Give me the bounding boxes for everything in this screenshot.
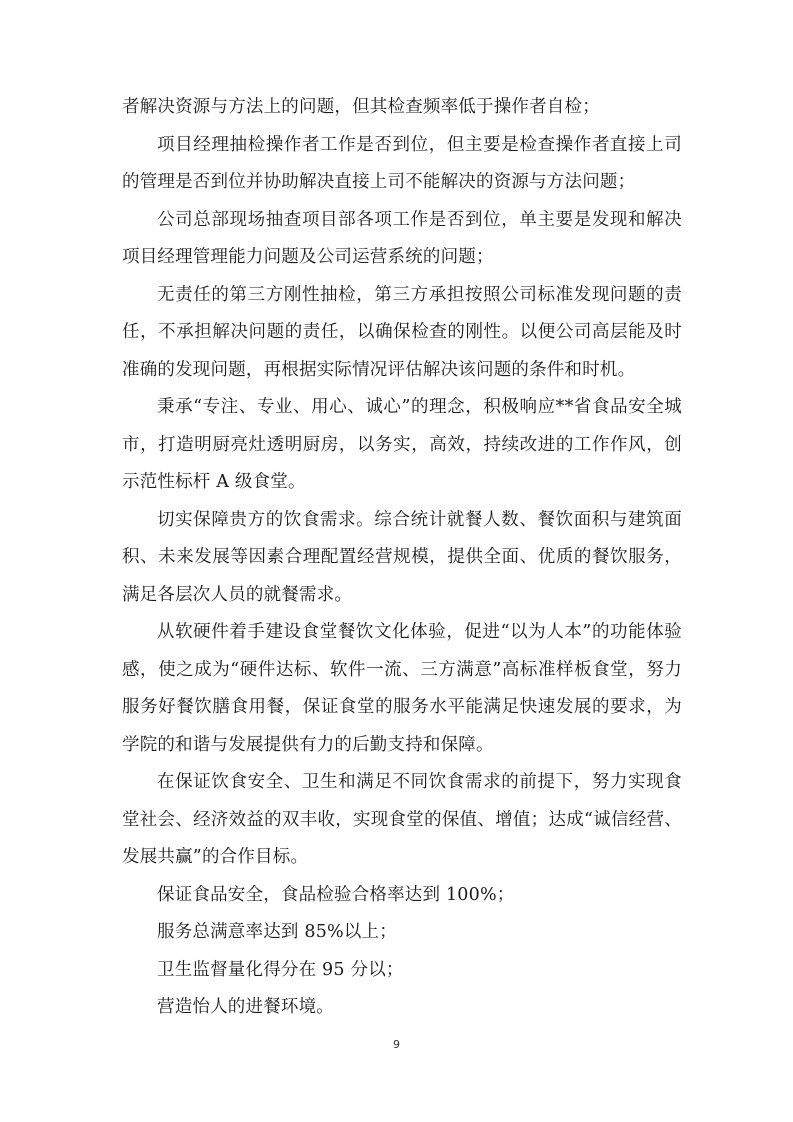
paragraph-environment-target: 营造怡人的进餐环境。	[157, 997, 334, 1017]
paragraph-project-manager-check: 项目经理抽检操作者工作是否到位，但主要是检查操作者直接上司的管理是否到位并协助解决直接上司不能解决的资源与方法问题；	[122, 134, 682, 192]
page-number: 9	[393, 1038, 400, 1051]
paragraph-headquarters-check: 公司总部现场抽查项目部各项工作是否到位，单主要是发现和解决项目经理管理能力问题及公司运营系统的问题；	[122, 209, 682, 267]
paragraph-cooperation-goal: 在保证饮食安全、卫生和满足不同饮食需求的前提下，努力实现食堂社会、经济效益的双丰收，实现食堂的保值、增值；达成“诚信经营、发展共赢”的合作目标。	[122, 772, 682, 867]
paragraph-culture-experience: 从软硬件着手建设食堂餐饮文化体验，促进“以为人本”的功能体验感，使之成为“硬件达标、软件一流、三方满意”高标准样板食堂，努力服务好餐饮膳食用餐，保证食堂的服务水平能满足快速发展的要求，为学院的和谐与发展提供有力的后勤支持和保障。	[122, 622, 682, 755]
paragraph-third-party-check: 无责任的第三方刚性抽检，第三方承担按照公司标准发现问题的责任，不承担解决问题的责任，以确保检查的刚性。以便公司高层能及时准确的发现问题，再根据实际情况评估解决该问题的条件和时机。	[122, 284, 682, 380]
paragraph-food-safety-target: 保证食品安全，食品检验合格率达到 100%；	[157, 884, 515, 905]
paragraph-dining-needs: 切实保障贵方的饮食需求。综合统计就餐人数、餐饮面积与建筑面积、未来发展等因素合理配置经营规模，提供全面、优质的餐饮服务，满足各层次人员的就餐需求。	[122, 509, 682, 605]
paragraph-continuation: 者解决资源与方法上的问题，但其检查频率低于操作者自检；	[122, 97, 600, 117]
paragraph-hygiene-target: 卫生监督量化得分在 95 分以；	[157, 959, 404, 980]
paragraph-satisfaction-target: 服务总满意率达到 85%以上；	[157, 922, 397, 942]
document-body	[122, 89, 682, 1027]
paragraph-philosophy: 秉承“专注、专业、用心、诚心”的理念，积极响应**省食品安全城市，打造明厨亮灶透明厨房，以务实，高效，持续改进的工作作风，创示范性标杆 A 级食堂。	[122, 397, 682, 492]
